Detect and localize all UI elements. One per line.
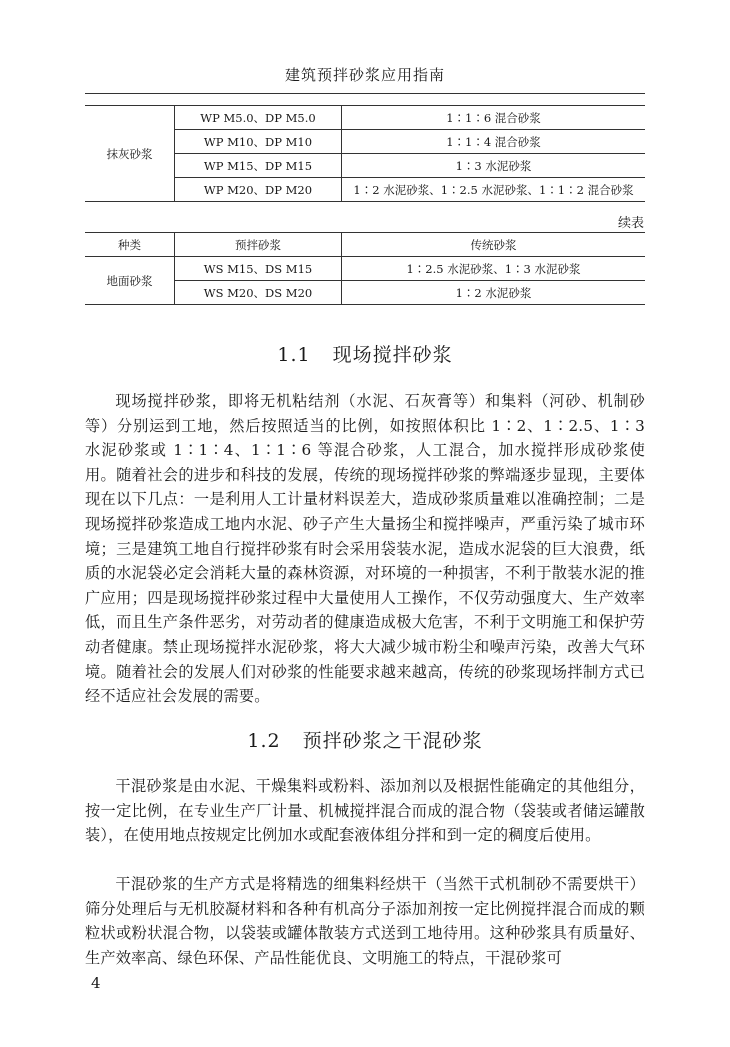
premix-cell: WP M20、DP M20 bbox=[175, 178, 342, 202]
premix-cell: WP M5.0、DP M5.0 bbox=[175, 106, 342, 130]
page-number: 4 bbox=[91, 974, 101, 992]
table-header-row bbox=[85, 233, 645, 257]
column-header: 预拌砂浆 bbox=[175, 233, 342, 257]
premix-cell: WP M15、DP M15 bbox=[175, 154, 342, 178]
section-heading-1-2 bbox=[85, 726, 645, 753]
body-paragraph: 干混砂浆是由水泥、干燥集料或粉料、添加剂以及根据性能确定的其他组分，按一定比例，在专业生产厂计量、机械搅拌混合而成的混合物（袋装或者储运罐散装），在使用地点按规定比例加水或配套液体组分拌和到一定的稠度后使用。 bbox=[85, 777, 645, 845]
header-rule bbox=[85, 93, 645, 94]
column-header: 传统砂浆 bbox=[342, 233, 646, 257]
section-number: 1.1 bbox=[277, 344, 311, 366]
traditional-cell: 1∶2.5 水泥砂浆、1∶3 水泥砂浆 bbox=[342, 257, 646, 281]
column-header: 种类 bbox=[85, 233, 175, 257]
mortar-comparison-table-continued bbox=[85, 232, 645, 305]
mortar-comparison-table bbox=[85, 105, 645, 202]
table-row bbox=[85, 106, 645, 130]
section-title: 预拌砂浆之干混砂浆 bbox=[302, 730, 483, 752]
section-heading-1-1 bbox=[85, 340, 645, 367]
premix-cell: WS M15、DS M15 bbox=[175, 257, 342, 281]
traditional-cell: 1∶2 水泥砂浆 bbox=[455, 285, 532, 300]
category-cell: 抹灰砂浆 bbox=[85, 106, 175, 202]
premix-cell: WS M20、DS M20 bbox=[175, 281, 342, 305]
traditional-cell: 1∶2 水泥砂浆、1∶2.5 水泥砂浆、1∶1∶2 混合砂浆 bbox=[353, 182, 634, 197]
table-row bbox=[85, 257, 645, 281]
traditional-cell: 1∶1∶4 混合砂浆 bbox=[342, 130, 646, 154]
traditional-cell: 1∶1∶6 混合砂浆 bbox=[342, 106, 646, 130]
table-continued-label: 续表 bbox=[617, 216, 644, 231]
body-paragraph: 现场搅拌砂浆，即将无机粘结剂（水泥、石灰膏等）和集料（河砂、机制砂等）分别运到工地，然后按照适当的比例，如按照体积比 1∶2、1∶2.5、1∶3 水泥砂浆或 1∶1∶4、1∶1∶6 等混合砂浆，人工混合，加水搅拌形成砂浆使用。随着社会的进步和科技的发展，传统的现场搅拌砂浆的弊端逐步显现，主要体现在以下几点：一是利用人工计量材料误差大，造成砂浆质量难以准确控制；二是现场搅拌砂浆造成工地内水泥、砂子产生大量扬尘和搅拌噪声，严重污染了城市环境；三是建筑工地自行搅拌砂浆有时会采用袋装水泥，造成水泥袋的巨大浪费，纸质的水泥袋必定会消耗大量的森林资源，对环境的一种损害，不利于散装水泥的推广应用；四是现场搅拌砂浆过程中大量使用人工操作，不仅劳动强度大、生产效率低，而且生产条件恶劣，对劳动者的健康造成极大危害，不利于文明施工和保护劳动者健康。禁止现场搅拌水泥砂浆，将大大减少城市粉尘和噪声污染，改善大气环境。随着社会的发展人们对砂浆的性能要求越来越高，传统的砂浆现场拌制方式已经不适应社会发展的需要。 bbox=[85, 392, 645, 706]
body-paragraph: 干混砂浆的生产方式是将精选的细集料经烘干（当然干式机制砂不需要烘干）筛分处理后与无机胶凝材料和各种有机高分子添加剂按一定比例搅拌混合而成的颗粒状或粉状混合物，以袋装或罐体散装方式送到工地待用。这种砂浆具有质量好、生产效率高、绿色环保、产品性能优良、文明施工的特点，干混砂浆可 bbox=[85, 875, 645, 967]
category-cell: 地面砂浆 bbox=[106, 273, 153, 288]
running-head: 建筑预拌砂浆应用指南 bbox=[284, 66, 445, 84]
section-number: 1.2 bbox=[247, 730, 281, 752]
premix-cell: WP M10、DP M10 bbox=[175, 130, 342, 154]
section-title: 现场搅拌砂浆 bbox=[332, 344, 453, 366]
traditional-cell: 1∶3 水泥砂浆 bbox=[342, 154, 646, 178]
